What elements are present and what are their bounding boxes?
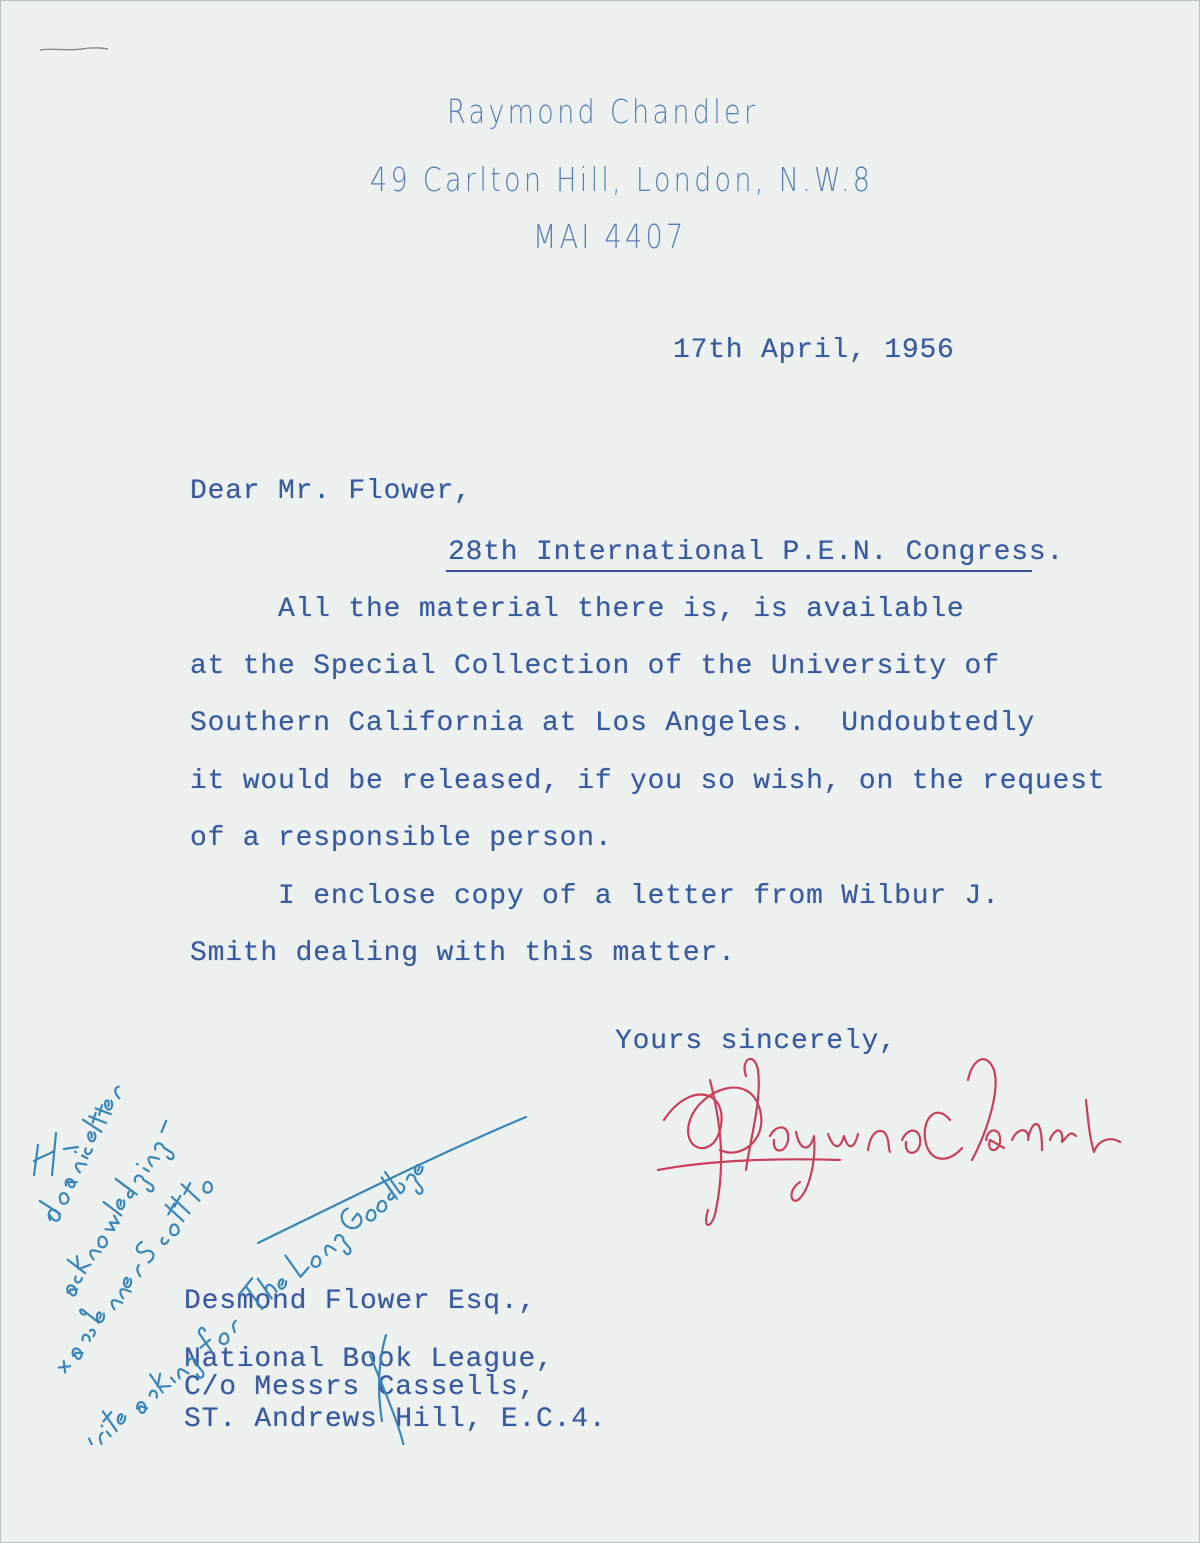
letterhead-phone: MAI 4407 [533,217,687,256]
handwritten-annotation [20,1025,540,1445]
letterhead-name: Raymond Chandler [447,92,759,131]
subject-underline [446,570,1032,572]
body-line: it would be released, if you so wish, on the request [190,766,1106,797]
body-line: I enclose copy of a letter from Wilbur J. [190,881,1000,912]
salutation: Dear Mr. Flower, [190,476,472,507]
recipient-line: Desmond Flower Esq., [184,1286,537,1317]
body-line: Smith dealing with this matter. [190,938,736,969]
recipient-line: National Book League, [184,1344,554,1375]
letterhead-address: 49 Carlton Hill, London, N.W.8 [370,160,874,199]
corner-pencil-mark [38,44,110,54]
body-line: Southern California at Los Angeles. Undoubtedly [190,708,1035,739]
body-line: All the material there is, is available [190,594,965,625]
recipient-line: ST. Andrews Hill, E.C.4. [184,1404,607,1435]
closing: Yours sincerely, [615,1026,897,1057]
recipient-line: C/o Messrs Cassells, [184,1372,537,1403]
body-line: at the Special Collection of the University of [190,651,1000,682]
signature [650,1040,1170,1240]
subject-line: 28th International P.E.N. Congress. [448,537,1065,568]
letter-date: 17th April, 1956 [673,335,955,366]
body-line: of a responsible person. [190,823,613,854]
